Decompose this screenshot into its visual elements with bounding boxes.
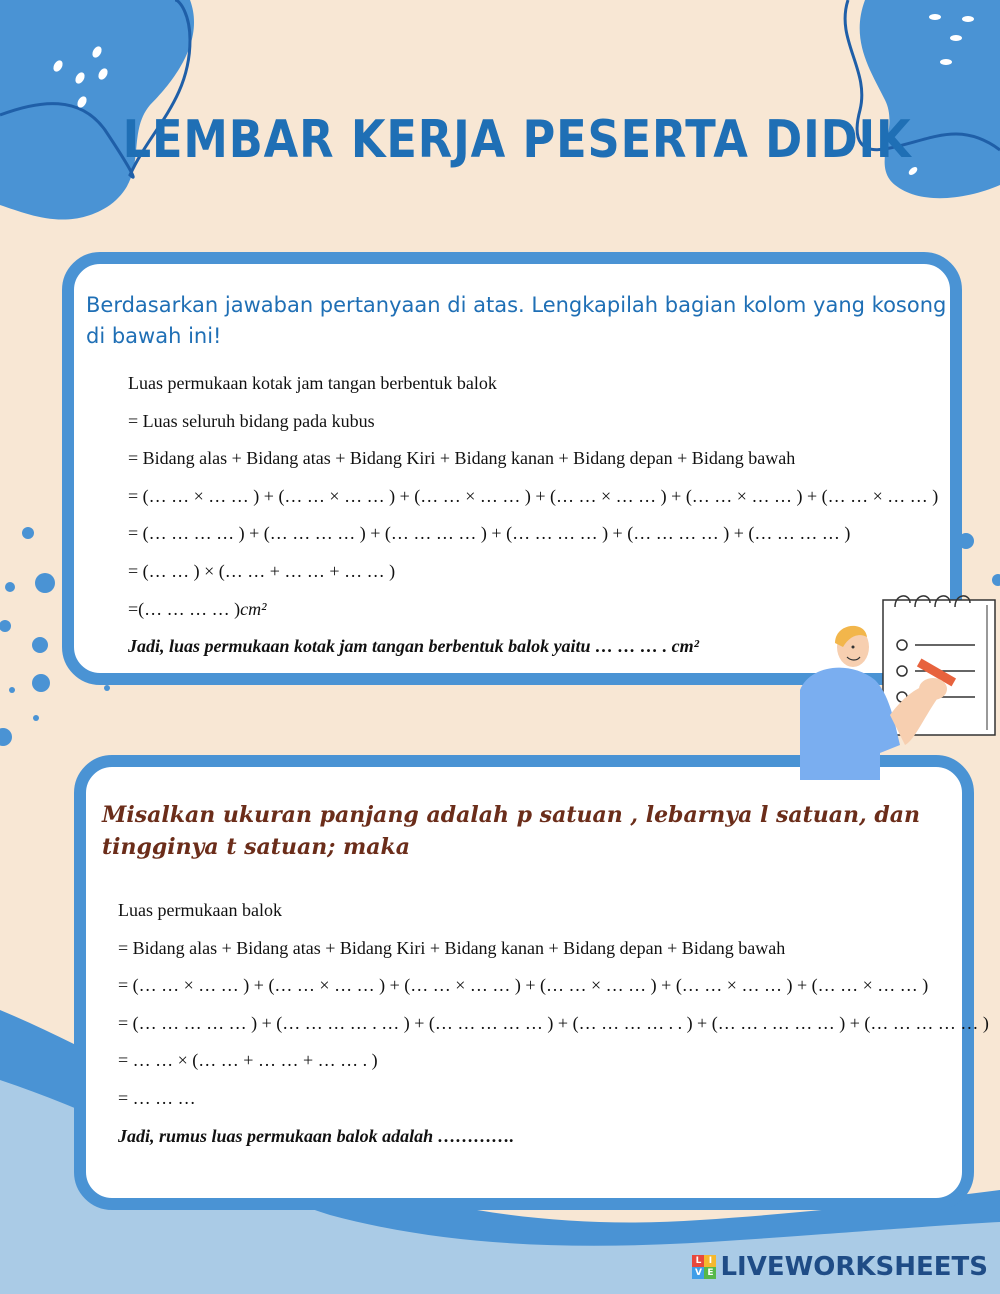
worksheet-card-2 — [74, 755, 989, 1210]
equation-line: = (… … ) × (… … + … … + … … ) — [128, 560, 396, 581]
equation-line: = Bidang alas + Bidang atas + Bidang Kiri + Bidang kanan + Bidang depan + Bidang bawah — [118, 937, 786, 958]
equation-line: = Luas seluruh bidang pada kubus — [128, 410, 375, 431]
instruction-heading: Berdasarkan jawaban pertanyaan di atas. Lengkapilah bagian kolom yang kosong di bawah ini! — [86, 293, 947, 348]
brand-logo-icon — [692, 1255, 716, 1279]
equation-line: = (… … × … … ) + (… … × … … ) + (… … × … … ) + (… … × … … ) + (… … × … … ) + (… … × … … ) — [118, 975, 929, 996]
equation-line: =(… … … … ) — [128, 598, 241, 619]
formula-heading: Misalkan ukuran panjang adalah p satuan , lebarnya l satuan, dan tingginya t satuan; maka — [102, 802, 920, 860]
conclusion-line: Jadi, rumus luas permukaan balok adalah …………. — [118, 1125, 515, 1146]
page-title: LEMBAR KERJA PESERTA DIDIK — [122, 110, 912, 170]
equation-line: = … … … — [118, 1087, 196, 1108]
brand-name[interactable]: LIVEWORKSHEETS — [720, 1252, 988, 1282]
equation-line: Luas permukaan kotak jam tangan berbentuk balok — [128, 373, 497, 393]
logo-letter: I — [704, 1255, 716, 1267]
logo-letter: E — [704, 1267, 716, 1279]
equation-lines-2 — [118, 897, 989, 1160]
unit-label: cm² — [671, 636, 699, 657]
unit-label: cm² — [240, 598, 267, 619]
equation-line: = (… … … … ) + (… … … … ) + (… … … … ) + (… … … … ) + (… … … … ) + (… … … … ) — [128, 523, 851, 544]
logo-letter: L — [692, 1255, 704, 1267]
equation-line: = (… … × … … ) + (… … × … … ) + (… … × … … ) + (… … × … … ) + (… … × … … ) + (… … × … … ) — [128, 485, 939, 506]
equation-line: = (… … … … … ) + (… … … … . … ) + (… … … … … ) + (… … … … . . ) + (… … . … … … ) + (… … … … … ) — [118, 1012, 989, 1033]
equation-line: = Bidang alas + Bidang atas + Bidang Kiri + Bidang kanan + Bidang depan + Bidang bawah — [128, 448, 796, 469]
equation-line: Luas permukaan balok — [118, 900, 282, 920]
logo-letter: V — [692, 1267, 704, 1279]
brand — [692, 1252, 988, 1282]
equation-line: = … … × (… … + … … + … … . ) — [118, 1050, 378, 1071]
conclusion-text: Jadi, luas permukaan kotak jam tangan berbentuk balok yaitu … … … . — [128, 636, 668, 657]
teacher-illustration — [795, 585, 1000, 785]
